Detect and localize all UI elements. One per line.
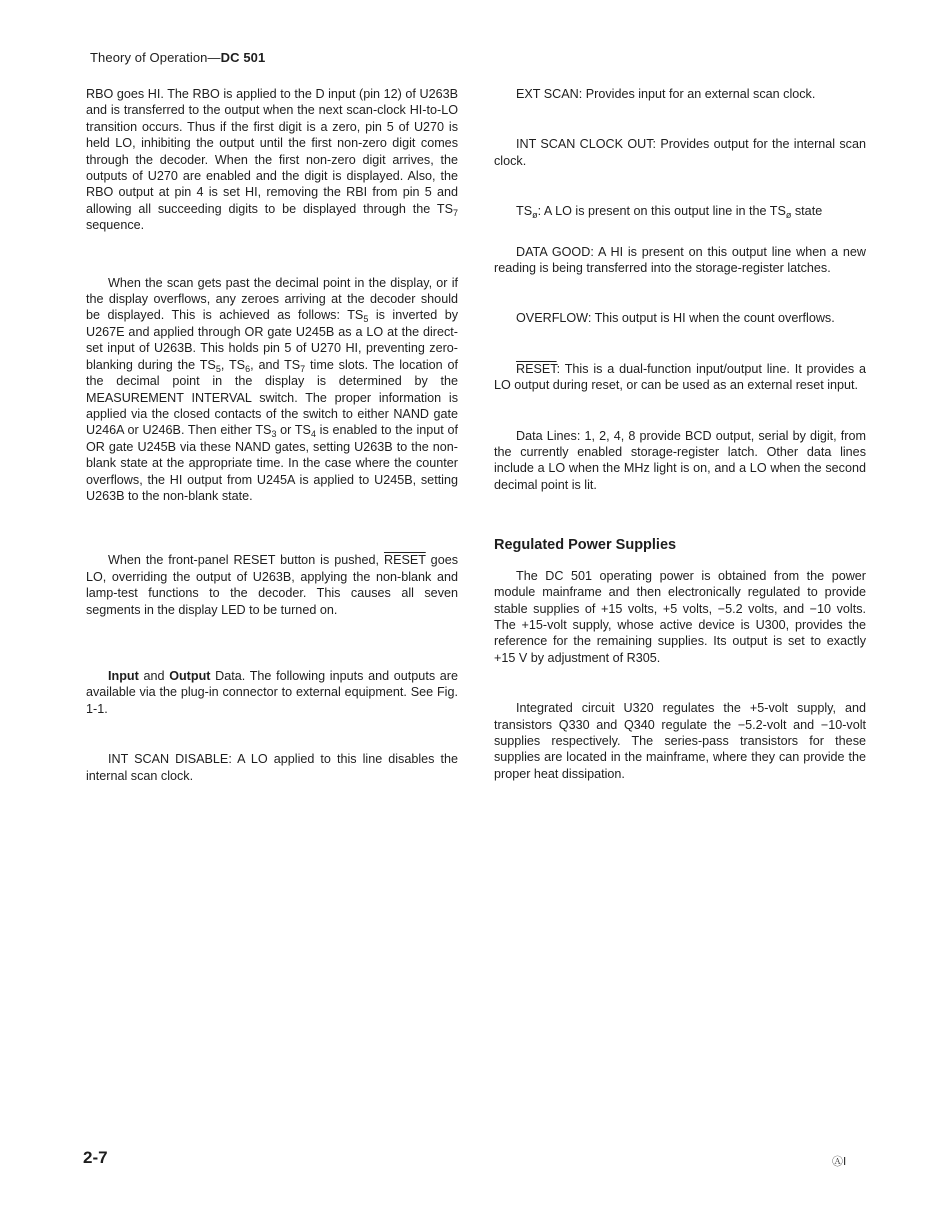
paragraph-decimal-point: When the scan gets past the decimal point in the display, or if the display overflows, any zeroes arriving at the decoder should be displayed. This is achieved as follows: $TS_5$ is inverted by U267E and applied through OR gate U245B as a LO at the direct-set input of U263B. This holds pin 5 of U270 HI, preventing zero-blanking during the $TS_5$, $TS_6$, and $TS_7$ time slots. The location of the decimal point in the display is determined by the MEASUREMENT INTERVAL switch. The proper information is applied via the closed contacts of the switch to either NAND gate U246A or U246B. Then either $TS_3$ or $TS_4$ is enabled to the input of OR gate U245B via these NAND gates, setting U263B to the non-blank state at the appropriate time. In the case where the counter overflows, the HI output from U245A is applied to U245B, setting U263B to the non-blank state.: [86, 275, 458, 503]
paragraph-power-regulators: Integrated circuit U320 regulates the +5-volt supply, and transistors Q330 and Q340 regulate the −5.2-volt and −10-volt supplies respectively. The series-pass transistors for these supplies are located in the mainframe, where they can provide the proper heat dissipation.: [494, 701, 866, 781]
revision-mark: ⒶⅠ: [832, 1156, 847, 1168]
header-prefix: Theory of Operation—: [90, 50, 221, 65]
paragraph-io-data: Input and Output Data. The following inputs and outputs are available via the plug-in connector to external equipment. See Fig. 1-1.: [86, 668, 459, 716]
right-column: [494, 86, 866, 782]
paragraph-int-scan-disable: INT SCAN DISABLE: A LO applied to this line disables the internal scan clock.: [86, 752, 458, 783]
paragraph-int-scan-clock-out: INT SCAN CLOCK OUT: Provides output for the internal scan clock.: [494, 137, 866, 168]
paragraph-data-lines: Data Lines: 1, 2, 4, 8 provide BCD output, serial by digit, from the currently enabled storage-register latch. Other data lines include a LO when the MHz light is on, and a LO when the second decimal point is lit.: [494, 428, 866, 492]
left-column: [86, 86, 458, 784]
paragraph-overflow: OVERFLOW: This output is HI when the count overflows.: [516, 311, 835, 326]
paragraph-ext-scan: EXT SCAN: Provides input for an external scan clock.: [516, 87, 816, 101]
paragraph-reset: When the front-panel RESET button is pushed, RESET goes LO, overriding the output of U263B, applying the non-blank and lamp-test functions to the decoder. This causes all seven segments in the display LED to be turned on.: [86, 553, 458, 617]
paragraph-power-overview: The DC 501 operating power is obtained from the power module mainframe and then electronically regulated to provide stable supplies of +15 volts, +5 volts, −5.2 volts, and −10 volts. The +15-volt supply, whose active device is U300, provides the reference for the remaining supplies. Its output is set to exactly +15 V by adjustment of R305.: [494, 568, 866, 665]
paragraph-rbo: RBO goes HI. The RBO is applied to the D input (pin 12) of U263B and is transferred to the output when the next scan-clock HI-to-LO transition occurs. Thus if the first digit is a zero, pin 5 of U270 is held LO, inhibiting the output until the first non-zero digit comes through the decoder. When the first non-zero digit arrives, the outputs of U270 are enabled and the digit is displayed. Also, the RBO output at pin 4 is set HI, removing the RBI from pin 5 and allowing all succeeding digits to be displayed through the $TS_7$ sequence.: [86, 87, 458, 233]
paragraph-reset-line: RESET: This is a dual-function input/output line. It provides a LO output during reset, or can be used as an external reset input.: [494, 361, 866, 393]
header-title: DC 501: [220, 50, 266, 65]
paragraph-ts0: $TS_ø$: A LO is present on this output line in the $TS_ø$ state: [516, 204, 823, 221]
running-header: [90, 50, 265, 65]
paragraph-data-good: DATA GOOD: A HI is present on this output line when a new reading is being transferred into the storage-register latches.: [494, 244, 866, 276]
section-heading-power-supplies: Regulated Power Supplies: [494, 537, 677, 554]
page-number: 2-7: [83, 1148, 108, 1167]
